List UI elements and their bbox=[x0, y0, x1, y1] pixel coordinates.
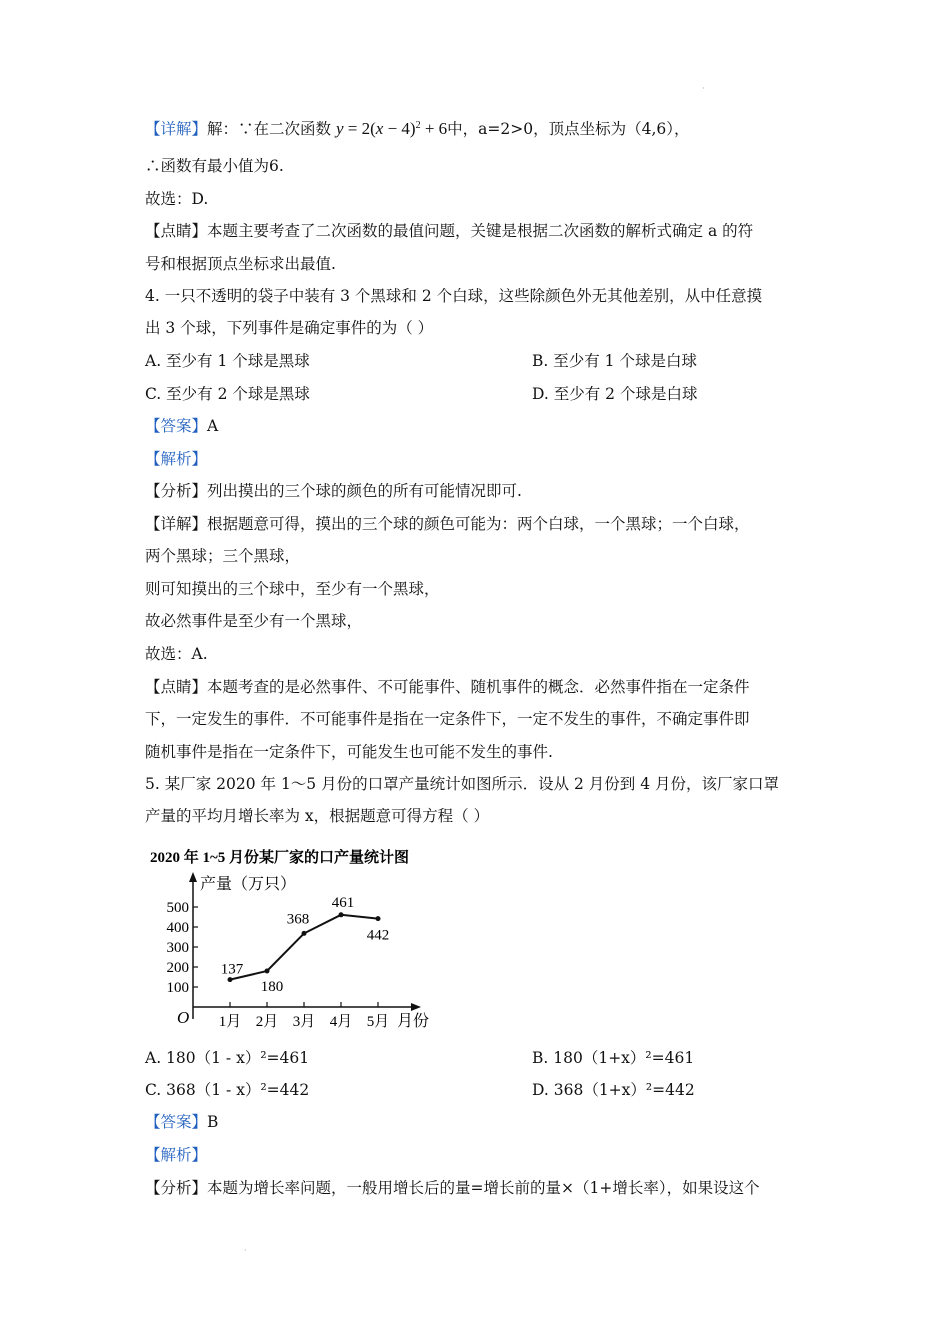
q4-stem-line2: 出 3 个球，下列事件是确定事件的为（ ） bbox=[145, 319, 434, 337]
data-label: 442 bbox=[366, 927, 390, 944]
x-tick-label: 4月 bbox=[329, 1014, 353, 1030]
data-point bbox=[265, 969, 270, 974]
y-tick-label: 500 bbox=[166, 900, 189, 916]
detail-text-post: 中，a=2>0，顶点坐标为（4,6）， bbox=[447, 120, 690, 138]
q4-detail-line3: 则可知摸出的三个球中，至少有一个黑球， bbox=[145, 580, 440, 598]
page-dot-bottom: · bbox=[244, 1246, 247, 1255]
q5-option-b: B. 180（1+x）²=461 bbox=[532, 1049, 695, 1067]
data-label: 180 bbox=[260, 979, 284, 995]
answer-value: B bbox=[207, 1113, 219, 1131]
data-label: 368 bbox=[286, 911, 310, 928]
data-point bbox=[339, 912, 344, 917]
origin-label: O bbox=[177, 1008, 190, 1027]
q4-answer bbox=[145, 416, 218, 436]
detail-text-pre: 解：∵在二次函数 bbox=[207, 120, 332, 138]
chart-title: 2020 年 1~5 月份某厂家的口产量统计图 bbox=[150, 850, 410, 866]
q5-stem-line2: 产量的平均月增长率为 x，根据题意可得方程（ ） bbox=[145, 807, 490, 825]
q4-option-c: C. 至少有 2 个球是黑球 bbox=[145, 385, 310, 403]
production-line-chart bbox=[145, 842, 445, 1032]
data-label: 461 bbox=[331, 894, 355, 911]
q5-option-d: D. 368（1+x）²=442 bbox=[532, 1081, 695, 1099]
q5-option-c: C. 368（1 - x）²=442 bbox=[145, 1081, 310, 1099]
y-axis-arrow bbox=[189, 872, 197, 882]
q5-analysis-label: 【解析】 bbox=[145, 1146, 208, 1164]
answer-label: 【答案】 bbox=[145, 417, 208, 435]
q3-comment-line2: 号和根据顶点坐标求出最值. bbox=[145, 255, 336, 273]
comment-label: 【点睛】 bbox=[145, 678, 208, 696]
data-point bbox=[228, 977, 233, 982]
x-axis-arrow bbox=[411, 1003, 421, 1011]
q5-stem-line1: 5. 某厂家 2020 年 1～5 月份的口罩产量统计如图所示．设从 2 月份到 4 月份，该厂家口罩 bbox=[145, 775, 780, 793]
q4-option-a: A. 至少有 1 个球是黑球 bbox=[145, 352, 310, 370]
x-tick-label: 2月 bbox=[255, 1014, 279, 1030]
data-point bbox=[302, 931, 307, 936]
q4-comment-line1: 【点睛】本题考查的是必然事件、不可能事件、随机事件的概念．必然事件指在一定条件 bbox=[145, 678, 750, 696]
q4-detail-line2: 两个黑球；三个黑球， bbox=[145, 547, 301, 565]
y-tick-label: 300 bbox=[166, 940, 189, 956]
q5-answer bbox=[145, 1112, 218, 1132]
fenxi-label: 【分析】 bbox=[145, 482, 208, 500]
q4-detail-line4: 故必然事件是至少有一个黑球， bbox=[145, 612, 363, 630]
x-axis-label: 月份 bbox=[397, 1013, 430, 1030]
q5-option-a: A. 180（1 - x）²=461 bbox=[145, 1049, 310, 1067]
q4-option-d: D. 至少有 2 个球是白球 bbox=[532, 385, 698, 403]
q4-comment-line3: 随机事件是指在一定条件下，可能发生也可能不发生的事件. bbox=[145, 743, 553, 761]
q3-choice: 故选：D. bbox=[145, 190, 209, 208]
q5-fenxi: 【分析】本题为增长率问题，一般用增长后的量=增长前的量×（1+增长率），如果设这个 bbox=[145, 1179, 760, 1197]
q3-conclusion: ∴函数有最小值为6. bbox=[145, 157, 284, 175]
q4-choice: 故选：A. bbox=[145, 645, 208, 663]
q4-fenxi: 【分析】列出摸出的三个球的颜色的所有可能情况即可. bbox=[145, 482, 522, 500]
detail-label: 【详解】 bbox=[145, 515, 208, 533]
comment-label: 【点睛】 bbox=[145, 222, 208, 240]
q3-comment-line1: 【点睛】本题主要考查了二次函数的最值问题，关键是根据二次函数的解析式确定 a 的符 bbox=[145, 222, 754, 240]
data-label: 137 bbox=[220, 961, 244, 978]
x-tick-label: 5月 bbox=[366, 1014, 390, 1030]
q4-option-b: B. 至少有 1 个球是白球 bbox=[532, 352, 697, 370]
y-tick-label: 400 bbox=[166, 920, 189, 936]
q4-detail-line1: 【详解】根据题意可得，摸出的三个球的颜色可能为：两个白球，一个黑球；一个白球， bbox=[145, 515, 750, 533]
y-axis-label: 产量（万只） bbox=[200, 876, 297, 893]
fenxi-label: 【分析】 bbox=[145, 1179, 208, 1197]
y-tick-label: 200 bbox=[166, 960, 189, 976]
answer-label: 【答案】 bbox=[145, 1113, 208, 1131]
answer-value: A bbox=[207, 417, 219, 435]
page-dot-top: · bbox=[702, 84, 705, 93]
q4-stem-line1: 4. 一只不透明的袋子中装有 3 个黑球和 2 个白球，这些除颜色外无其他差别，从中任意摸 bbox=[145, 287, 763, 305]
y-tick-label: 100 bbox=[166, 980, 189, 996]
x-tick-label: 3月 bbox=[292, 1014, 316, 1030]
q4-comment-line2: 下，一定发生的事件．不可能事件是指在一定条件下，一定不发生的事件，不确定事件即 bbox=[145, 710, 750, 728]
q4-analysis-label: 【解析】 bbox=[145, 450, 208, 468]
x-tick-label: 1月 bbox=[218, 1014, 242, 1030]
quadratic-equation: $y = 2(x - 4)^2 + 6$ bbox=[335, 119, 448, 138]
detail-label: 【详解】 bbox=[145, 120, 208, 138]
data-point bbox=[376, 916, 381, 921]
q3-detail-line bbox=[145, 119, 690, 139]
